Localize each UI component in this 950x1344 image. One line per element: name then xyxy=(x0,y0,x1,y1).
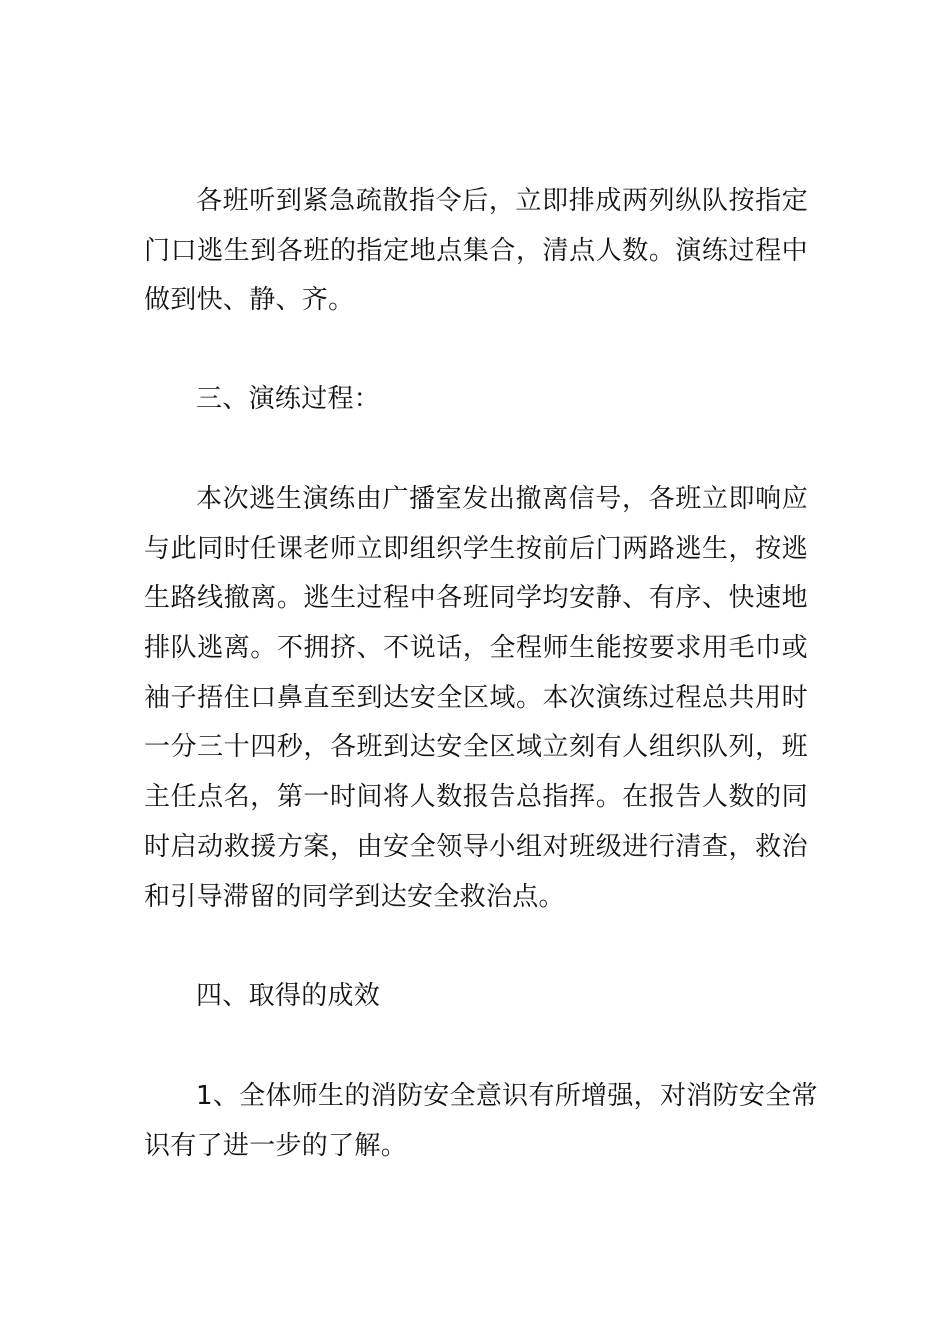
text-line: 生路线撤离。逃生过程中各班同学均安静、有序、快速地 xyxy=(144,583,808,614)
paragraph-drill-process xyxy=(144,475,808,922)
text-line: 本次逃生演练由广播室发出撤离信号，各班立即响应 xyxy=(196,484,808,514)
heading-text: 三、演练过程： xyxy=(196,384,381,414)
text-line: 袖子捂住口鼻直至到达安全区域。本次演练过程总共用时 xyxy=(144,682,808,713)
text-line: 一分三十四秒，各班到达安全区域立刻有人组织队列，班 xyxy=(144,732,808,763)
text-line: 时启动救援方案，由安全领导小组对班级进行清查，救治 xyxy=(144,831,808,862)
text-line: 1、全体师生的消防安全意识有所增强，对消防安全常 xyxy=(196,1081,818,1111)
text-line: 识有了进一步的了解。 xyxy=(144,1130,408,1161)
text-line: 门口逃生到各班的指定地点集合，清点人数。演练过程中 xyxy=(144,235,808,266)
text-line: 做到快、静、齐。 xyxy=(144,285,355,316)
paragraph-evacuation-instruction xyxy=(144,177,808,326)
section-heading-4 xyxy=(144,972,808,1022)
paragraph-result-1 xyxy=(144,1072,818,1171)
text-line: 与此同时任课老师立即组织学生按前后门两路逃生，按逃 xyxy=(144,533,808,564)
text-line: 排队逃离。不拥挤、不说话，全程师生能按要求用毛巾或 xyxy=(144,633,808,664)
text-line: 各班听到紧急疏散指令后，立即排成两列纵队按指定 xyxy=(196,186,808,216)
text-line: 和引导滞留的同学到达安全救治点。 xyxy=(144,881,565,912)
heading-text: 四、取得的成效 xyxy=(196,981,381,1011)
section-heading-3 xyxy=(144,375,808,425)
text-line: 主任点名，第一时间将人数报告总指挥。在报告人数的同 xyxy=(144,782,808,813)
